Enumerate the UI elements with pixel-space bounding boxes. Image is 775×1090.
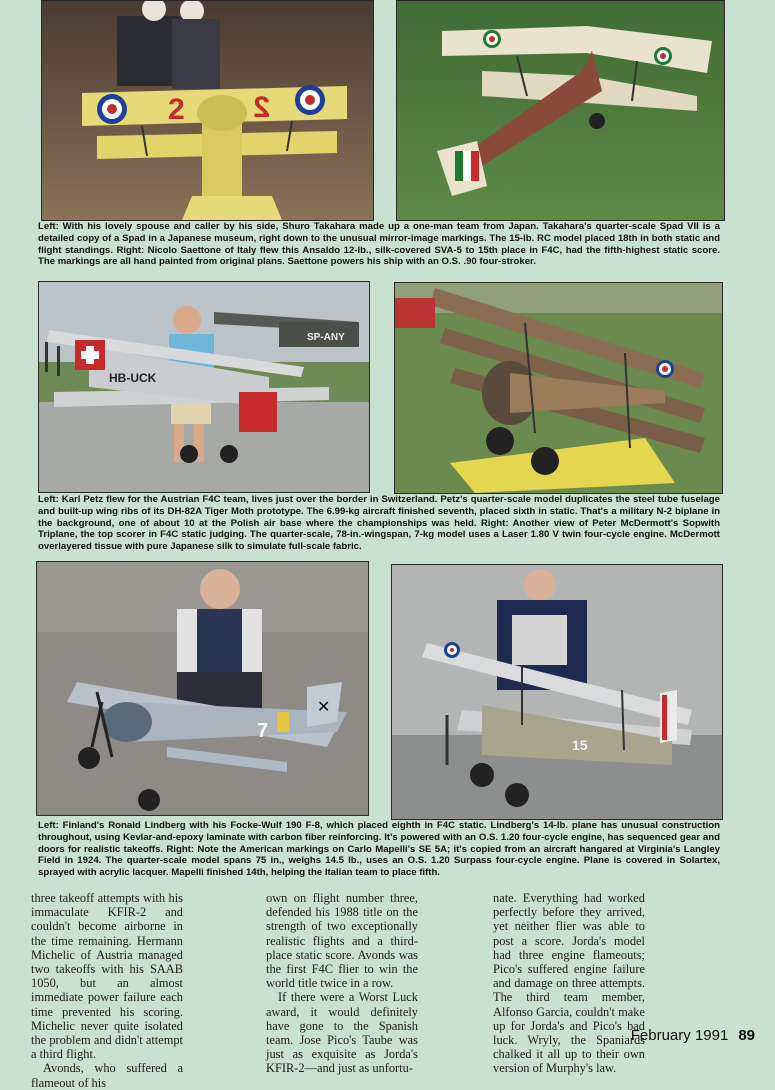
tiger-moth-registration: HB-UCK [109,371,157,385]
photo-focke-wulf [36,561,369,816]
photo-ansaldo-sva5 [396,0,725,221]
article-column-3 [493,891,645,1076]
article-col2-para-2: If there were a Worst Luck award, it would definitely have gone to the Spanish team. Jose Pico's Taube was just as exquisite as Jorda's KFIR-2—and just as unfortu- [266,990,418,1076]
se5a-image [392,565,722,819]
article-column-2 [266,891,418,1076]
folio-date: February 1991 [630,1027,729,1044]
page-folio [631,1027,755,1044]
tiger-moth-image [39,282,369,492]
swastika-marking-placeholder: ✕ [317,697,331,716]
sopwith-triplane-image [395,283,722,493]
se5a-number: 15 [572,737,588,753]
caption-row-2: Left: Karl Petz flew for the Austrian F4C team, lives just over the border in Switzerland. Petz's quarter-scale model duplicates the steel tube fuselage and built-up wing ribs of its DH-82A Tiger Moth prototype. The 6.99-kg aircraft finished seventh, placed sixth in static. That's a military N-2 biplane in the background, one of about 10 at the Polish air base where the championships was held. Right: Another view of Peter McDermott's Sopwith Triplane, the top scorer in F4C static judging. The quarter-scale, 78-in.-wingspan, 7-kg model uses a Laser 1.80 V twin four-cycle engine. McDermott overlayered tissue with pure Japanese silk to simulate full-scale fabric. [38,494,720,553]
fw190-number: 7 [257,720,269,742]
spad-marking-left: 2 [168,93,185,126]
article-col3-para-1: nate. Everything had worked perfectly before they arrived, yet neither flier was able to post a score. Jorda's model had three engine flameouts; Pico's suffered engine failure and damage on three attempts. The third team member, Alfonso Garcia, couldn't make up for Jorda's and Pico's bad luck. Wryly, the Spaniards chalked it all up to their own version of Murphy's law. [493,891,645,1076]
article-col1-para-1: three takeoff attempts with his immaculate KFIR-2 and couldn't become airborne in the time remaining. Hermann Michelic of Austria managed two takeoffs with his SAAB 1050, but an almost immediate power failure each time prevented his scoring. Michelic never quite isolated the problem and didn't attempt a third flight. [31,891,183,1062]
focke-wulf-image [37,562,368,815]
spad-vii-image [42,1,373,220]
article-col1-para-2: Avonds, who suffered a flameout of his [31,1061,183,1090]
bg-plane-registration: SP-ANY [307,332,345,343]
ansaldo-sva5-image [397,1,724,220]
caption-row-3: Left: Finland's Ronald Lindberg with his Focke-Wulf 190 F-8, which placed eighth in F4C static. Lindberg's 14-lb. plane has unusual construction throughout, using Kevlar-and-epoxy laminate with carbon fiber reinforcing. It's powered with an O.S. 1.20 four-cycle engine, has sequenced gear and doors for realistic takeoffs. Right: Note the American markings on Carlo Mapelli's SE 5A; it's copied from an aircraft hangared at Virginia's Langley Field in 1924. The quarter-scale model spans 75 in., weighs 14.5 lb., uses an O.S. 1.20 Surpass four-cycle engine. Plane is covered in Solartex, sprayed with acrylic lacquer. Mapelli finished 14th, helping the Italian team to place fifth. [38,820,720,879]
caption-row-1: Left: With his lovely spouse and caller by his side, Shuro Takahara made up a one-man team from Japan. Takahara's quarter-scale Spad VII is a detailed copy of a Spad in a Japanese museum, right down to the unusual mirror-image markings. The 15-lb. RC model placed 18th in both static and flight standings. Right: Nicolo Saettone of Italy flew this Ansaldo 12-lb., silk-covered SVA-5 to 15th place in F4C, had the fifth-highest static score. The markings are all hand painted from original plans. Saettone powers his ship with an O.S. .90 four-stroker. [38,221,720,268]
photo-tiger-moth [38,281,370,493]
article-column-1 [31,891,183,1090]
photo-spad-vii [41,0,374,221]
photo-sopwith-triplane [394,282,723,494]
page-number: 89 [738,1027,755,1044]
photo-se5a [391,564,723,820]
spad-marking-right: 2 [253,91,270,124]
article-col2-para-1: own on flight number three, defended his 1988 title on the strength of two exceptionally realistic flights and a third-place static score. Avonds was the first F4C flier to win the world title twice in a row. [266,891,418,991]
